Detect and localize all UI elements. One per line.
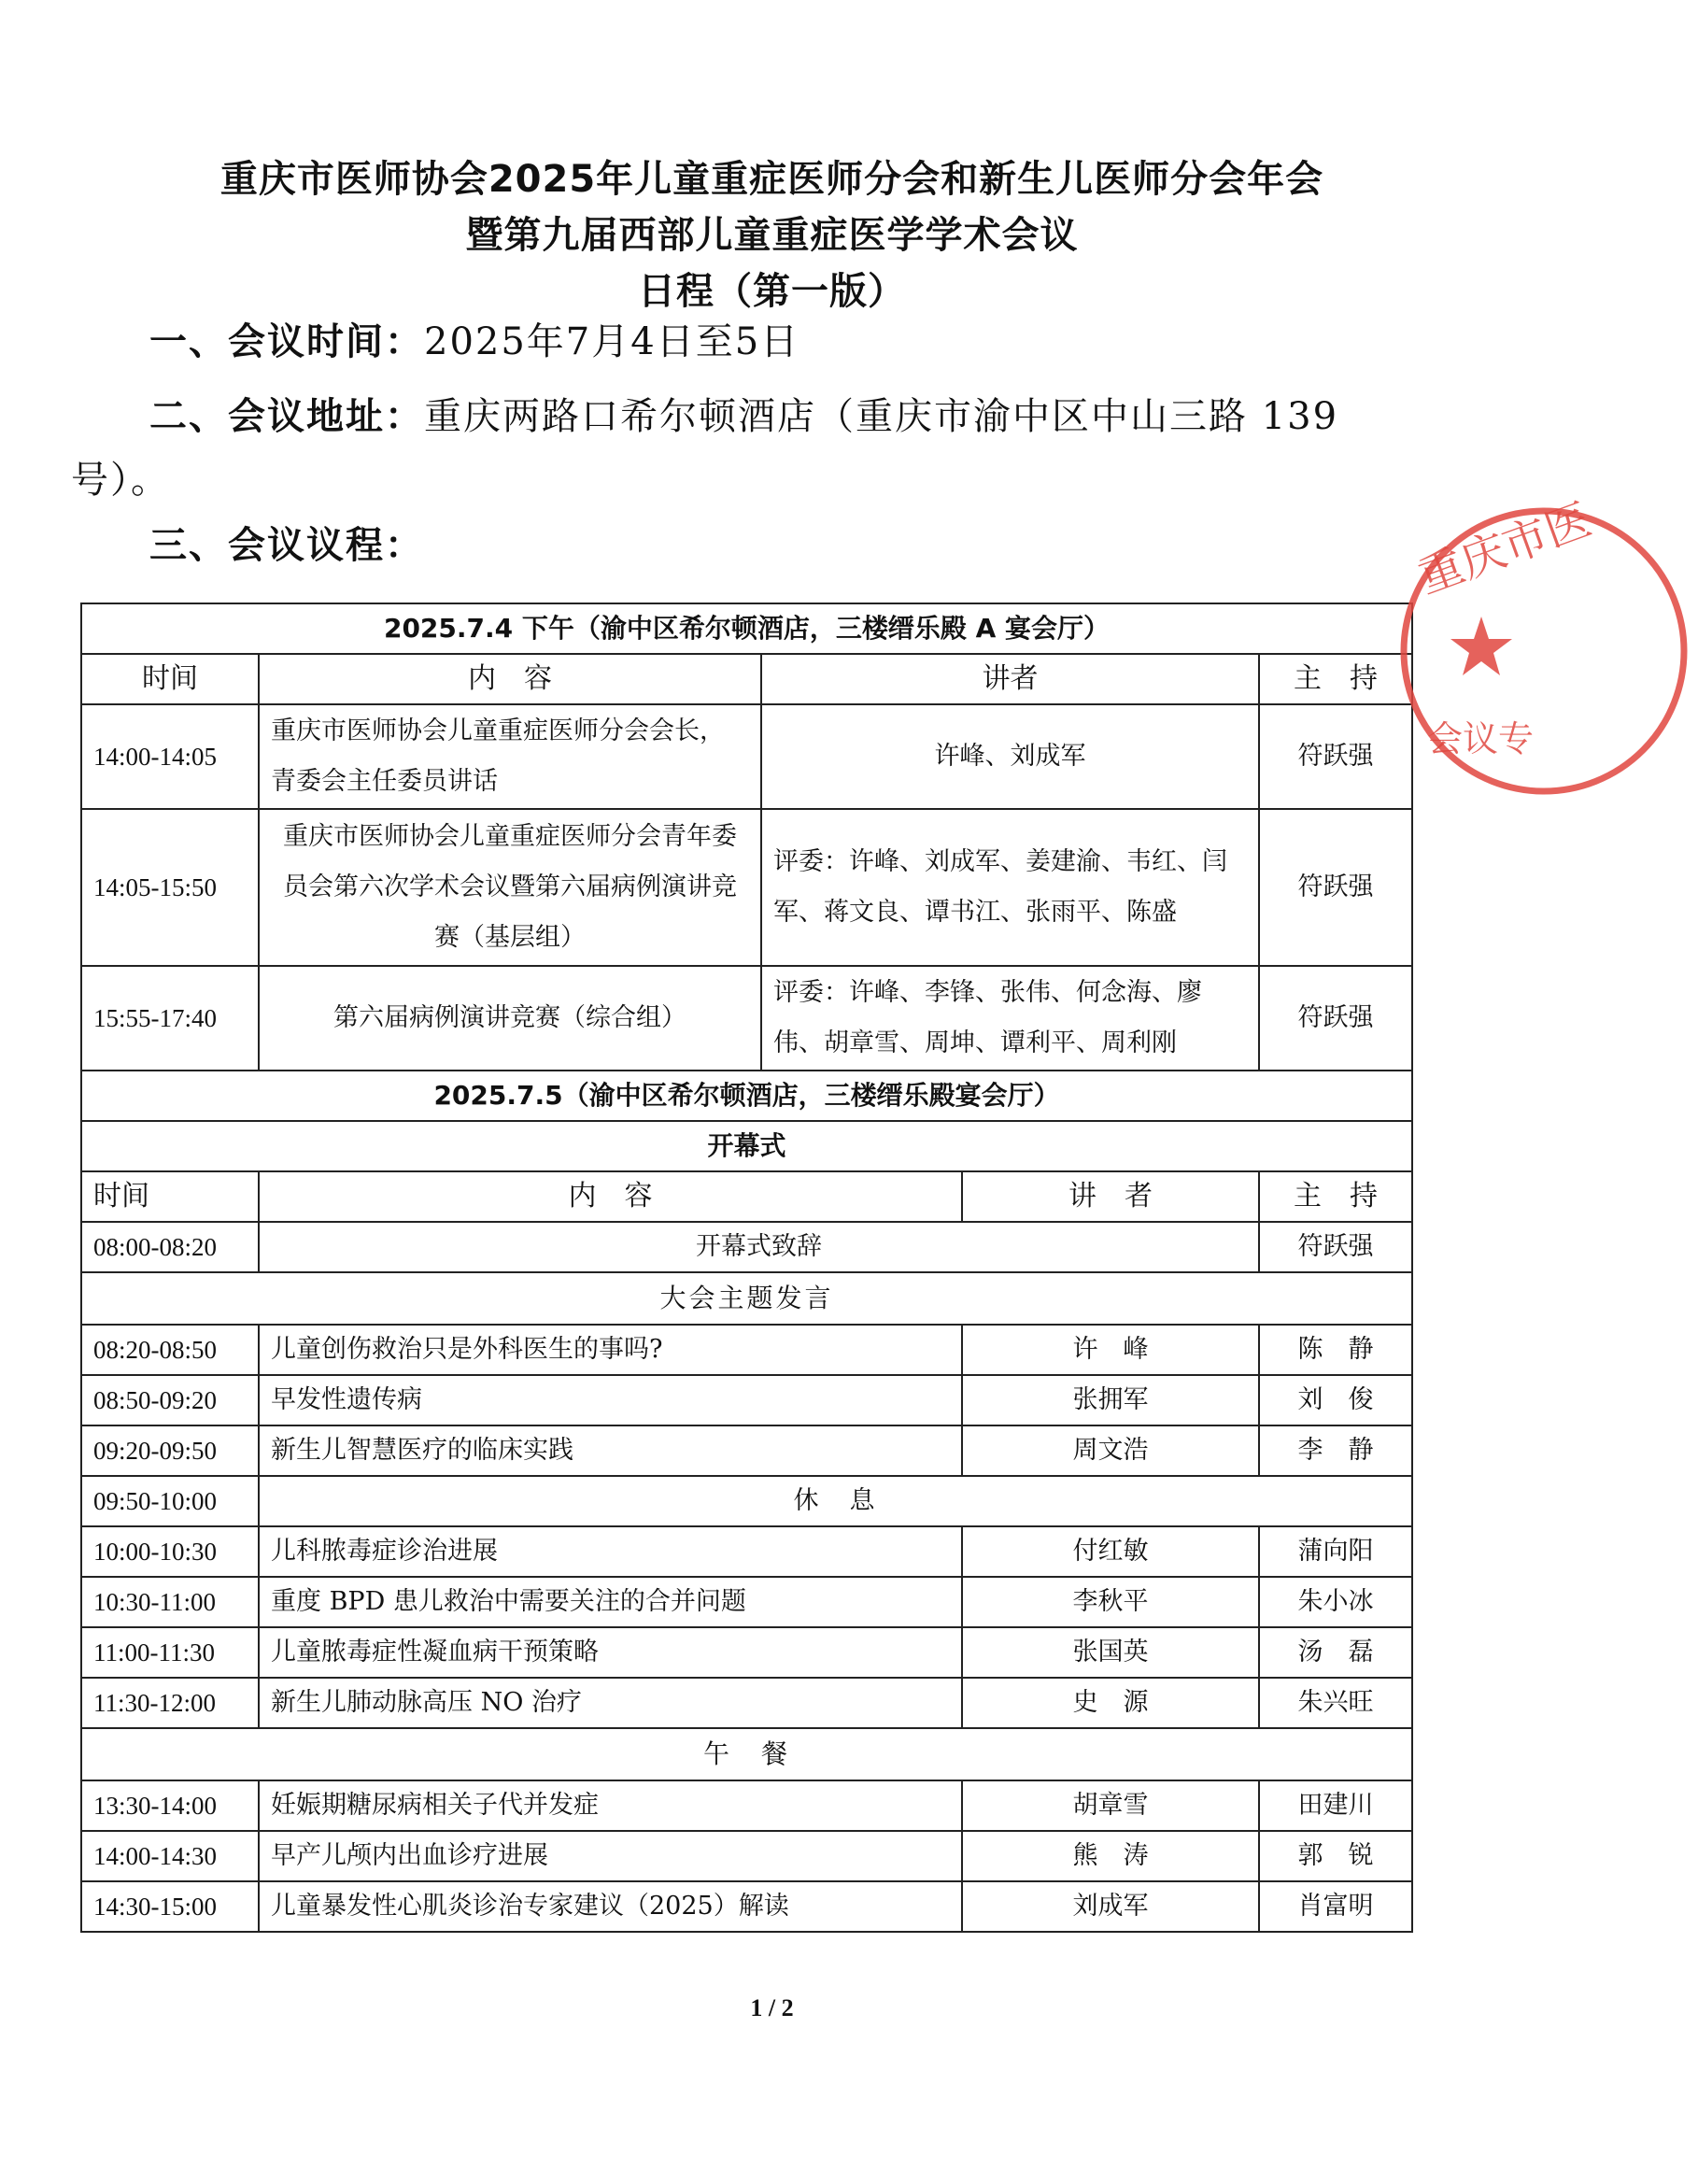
time-cell: 11:00-11:30	[81, 1627, 259, 1678]
speaker-cell: 熊 涛	[962, 1831, 1259, 1881]
opening-band-row	[81, 1121, 1412, 1171]
table-row	[81, 809, 1412, 966]
speaker-cell: 周文浩	[962, 1425, 1259, 1476]
lunch-band: 午 餐	[81, 1728, 1412, 1780]
host-cell: 蒲向阳	[1259, 1526, 1412, 1577]
speaker-cell: 评委：许峰、刘成军、姜建渝、韦红、闫军、蒋文良、谭书江、张雨平、陈盛	[761, 809, 1259, 966]
content-cell: 第六届病例演讲竞赛（综合组）	[259, 966, 761, 1071]
header-host: 主 持	[1259, 1171, 1412, 1222]
content-cell: 早发性遗传病	[259, 1375, 962, 1425]
time-cell: 08:50-09:20	[81, 1375, 259, 1425]
speaker-cell: 刘成军	[962, 1881, 1259, 1932]
table-row	[81, 1627, 1412, 1678]
table-row	[81, 1526, 1412, 1577]
day1-band: 2025.7.4 下午（渝中区希尔顿酒店，三楼缙乐殿 A 宴会厅）	[81, 603, 1412, 654]
day2-band: 2025.7.5（渝中区希尔顿酒店，三楼缙乐殿宴会厅）	[81, 1071, 1412, 1121]
host-cell: 田建川	[1259, 1780, 1412, 1831]
time-cell: 08:20-08:50	[81, 1325, 259, 1375]
host-cell: 朱兴旺	[1259, 1678, 1412, 1728]
content-cell: 儿童脓毒症性凝血病干预策略	[259, 1627, 962, 1678]
table-row	[81, 1375, 1412, 1425]
content-cell: 重庆市医师协会儿童重症医师分会青年委员会第六次学术会议暨第六届病例演讲竞赛（基层组）	[259, 809, 761, 966]
title-line-1: 重庆市医师协会2025年儿童重症医师分会和新生儿医师分会年会	[219, 158, 1324, 201]
meeting-time-value: 2025年7月4日至5日	[424, 320, 800, 363]
time-cell: 10:00-10:30	[81, 1526, 259, 1577]
agenda-heading	[149, 521, 424, 570]
meeting-address-continued: 号）。	[71, 459, 170, 502]
schedule-table	[80, 603, 1413, 1933]
content-cell: 重度 BPD 患儿救治中需要关注的合并问题	[259, 1577, 962, 1627]
speaker-cell: 许峰、刘成军	[761, 704, 1259, 809]
day2-header-row	[81, 1171, 1412, 1222]
page-number: 1 / 2	[750, 1994, 794, 2021]
document-title	[0, 151, 1544, 319]
table-row	[81, 1325, 1412, 1375]
header-time: 时间	[81, 654, 259, 704]
content-cell: 妊娠期糖尿病相关子代并发症	[259, 1780, 962, 1831]
meeting-time	[149, 318, 799, 366]
host-cell: 朱小冰	[1259, 1577, 1412, 1627]
break-row	[81, 1476, 1412, 1526]
content-cell: 儿科脓毒症诊治进展	[259, 1526, 962, 1577]
speaker-cell: 评委：许峰、李锋、张伟、何念海、廖伟、胡章雪、周坤、谭利平、周利刚	[761, 966, 1259, 1071]
speaker-cell: 许 峰	[962, 1325, 1259, 1375]
time-cell: 13:30-14:00	[81, 1780, 259, 1831]
host-cell: 陈 静	[1259, 1325, 1412, 1375]
content-cell: 新生儿肺动脉高压 NO 治疗	[259, 1678, 962, 1728]
speaker-cell: 胡章雪	[962, 1780, 1259, 1831]
time-cell: 14:30-15:00	[81, 1881, 259, 1932]
keynote-band: 大会主题发言	[81, 1272, 1412, 1325]
header-content: 内 容	[259, 1171, 962, 1222]
meeting-time-heading: 一、会议时间：	[149, 320, 424, 363]
time-cell: 14:00-14:30	[81, 1831, 259, 1881]
break-label: 休 息	[259, 1476, 1412, 1526]
svg-text:会议专: 会议专	[1427, 718, 1535, 759]
host-cell: 符跃强	[1259, 966, 1412, 1071]
host-cell: 符跃强	[1259, 1222, 1412, 1272]
table-row	[81, 1577, 1412, 1627]
time-cell: 11:30-12:00	[81, 1678, 259, 1728]
host-cell: 肖富明	[1259, 1881, 1412, 1932]
time-cell: 15:55-17:40	[81, 966, 259, 1071]
speaker-cell: 张拥军	[962, 1375, 1259, 1425]
agenda-heading-text: 三、会议议程：	[149, 524, 424, 567]
content-cell: 新生儿智慧医疗的临床实践	[259, 1425, 962, 1476]
host-cell: 符跃强	[1259, 809, 1412, 966]
header-time: 时间	[81, 1171, 259, 1222]
opening-band: 开幕式	[81, 1121, 1412, 1171]
meeting-address	[149, 392, 1438, 441]
table-row	[81, 1678, 1412, 1728]
table-row	[81, 1222, 1412, 1272]
table-row	[81, 966, 1412, 1071]
header-host: 主 持	[1259, 654, 1412, 704]
time-cell: 09:50-10:00	[81, 1476, 259, 1526]
content-cell: 儿童创伤救治只是外科医生的事吗?	[259, 1325, 962, 1375]
table-row	[81, 1831, 1412, 1881]
table-row	[81, 1881, 1412, 1932]
header-speaker: 讲 者	[962, 1171, 1259, 1222]
header-content: 内 容	[259, 654, 761, 704]
official-seal	[1390, 493, 1598, 805]
speaker-cell: 史 源	[962, 1678, 1259, 1728]
time-cell: 14:05-15:50	[81, 809, 259, 966]
title-line-2: 暨第九届西部儿童重症医学学术会议	[465, 214, 1079, 257]
host-cell: 符跃强	[1259, 704, 1412, 809]
time-cell: 14:00-14:05	[81, 704, 259, 809]
host-cell: 汤 磊	[1259, 1627, 1412, 1678]
host-cell: 刘 俊	[1259, 1375, 1412, 1425]
host-cell: 郭 锐	[1259, 1831, 1412, 1881]
speaker-cell: 付红敏	[962, 1526, 1259, 1577]
time-cell: 08:00-08:20	[81, 1222, 259, 1272]
content-cell: 儿童暴发性心肌炎诊治专家建议（2025）解读	[259, 1881, 962, 1932]
time-cell: 09:20-09:50	[81, 1425, 259, 1476]
table-row	[81, 1425, 1412, 1476]
meeting-address-heading: 二、会议地址：	[149, 395, 424, 438]
svg-text:重庆市医: 重庆市医	[1411, 493, 1598, 604]
speaker-cell: 李秋平	[962, 1577, 1259, 1627]
day2-band-row	[81, 1071, 1412, 1121]
content-cell: 开幕式致辞	[259, 1222, 1259, 1272]
content-cell: 早产儿颅内出血诊疗进展	[259, 1831, 962, 1881]
keynote-band-row	[81, 1272, 1412, 1325]
content-cell: 重庆市医师协会儿童重症医师分会会长，青委会主任委员讲话	[259, 704, 761, 809]
day1-header-row	[81, 654, 1412, 704]
seal-stamp-icon	[1390, 493, 1698, 805]
meeting-address-value: 重庆两路口希尔顿酒店（重庆市渝中区中山三路 139	[424, 395, 1339, 438]
day1-band-row	[81, 603, 1412, 654]
host-cell: 李 静	[1259, 1425, 1412, 1476]
speaker-cell: 张国英	[962, 1627, 1259, 1678]
table-row	[81, 704, 1412, 809]
table-row	[81, 1780, 1412, 1831]
lunch-band-row	[81, 1728, 1412, 1780]
time-cell: 10:30-11:00	[81, 1577, 259, 1627]
title-line-3: 日程（第一版）	[638, 270, 906, 313]
header-speaker: 讲者	[761, 654, 1259, 704]
